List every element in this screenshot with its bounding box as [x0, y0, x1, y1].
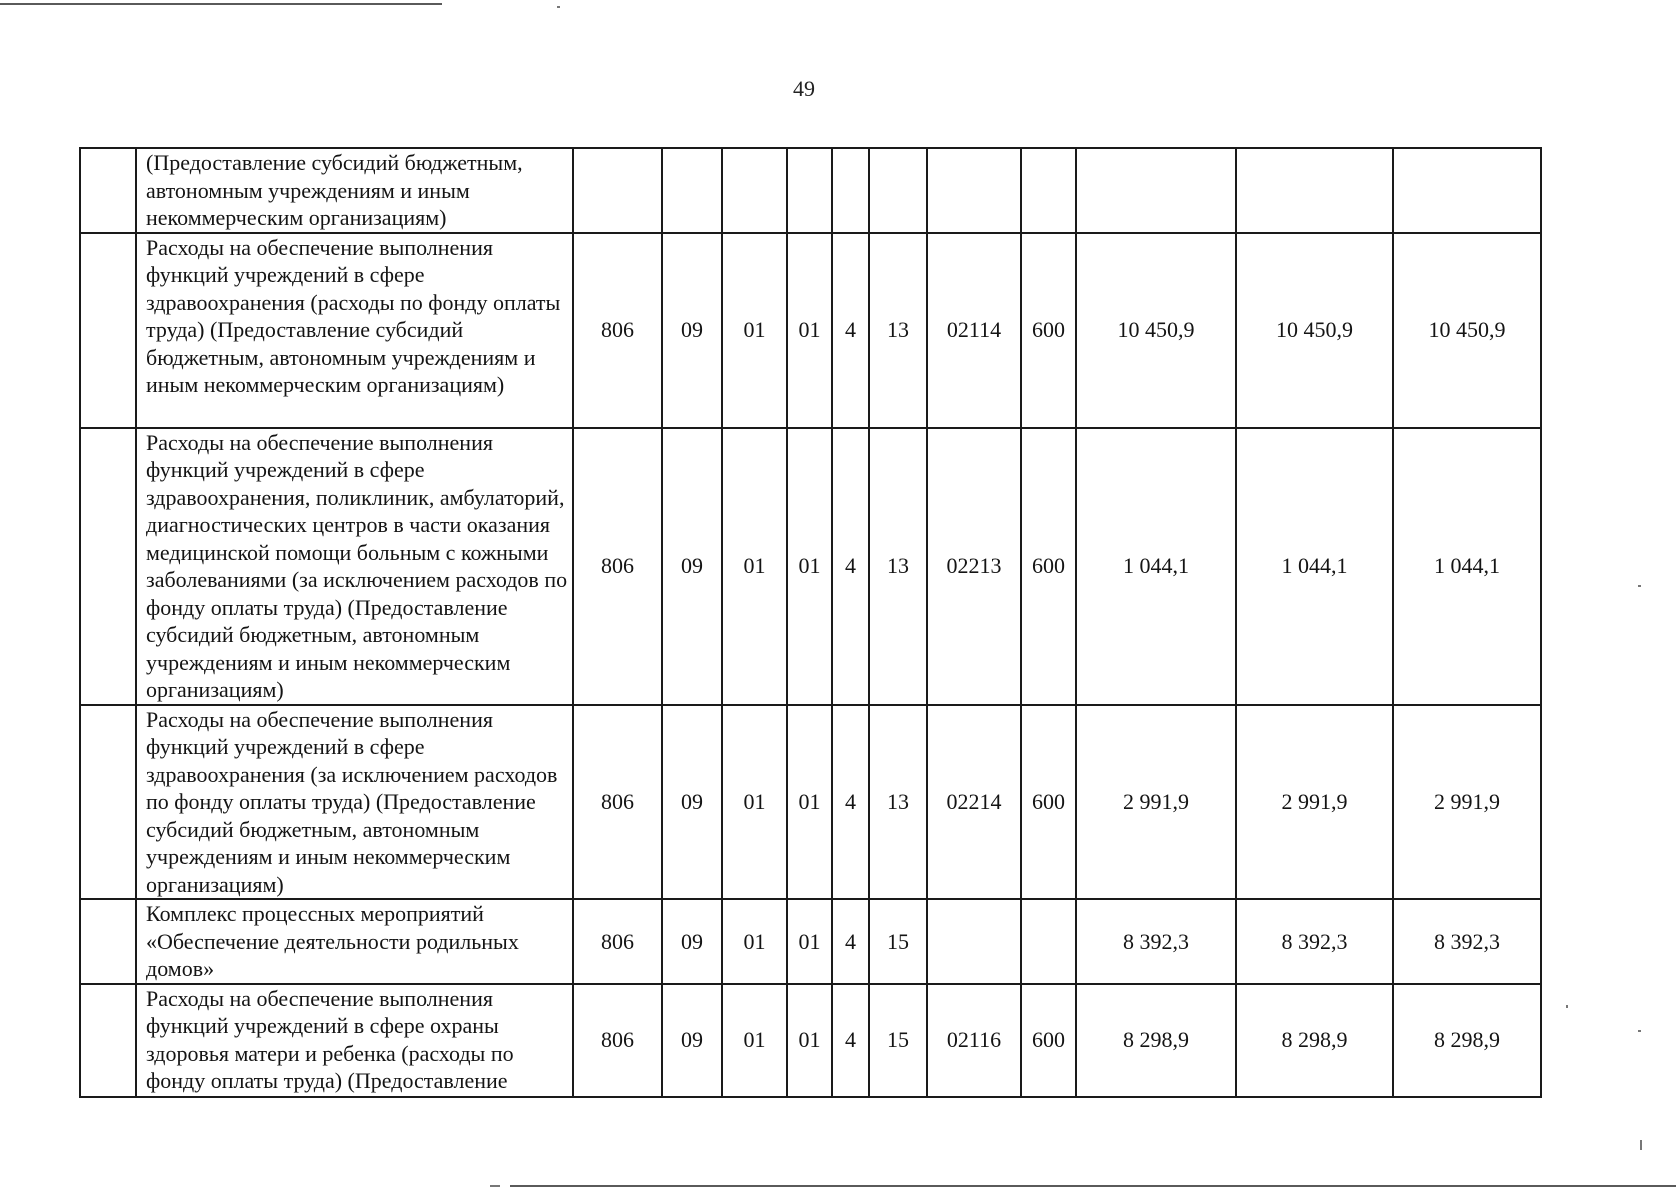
amount-cell: 8 392,3	[1236, 899, 1393, 984]
row-index-cell	[80, 233, 136, 428]
scan-mark	[1566, 1005, 1568, 1008]
structural-element-cell	[869, 148, 927, 233]
admin-code-cell: 806	[573, 899, 662, 984]
direction-code-cell: 02114	[927, 233, 1021, 428]
subsection-code-cell: 01	[722, 233, 787, 428]
expense-type-cell: 600	[1021, 984, 1076, 1097]
amount-cell: 8 298,9	[1076, 984, 1236, 1097]
program-code-cell: 01	[787, 984, 832, 1097]
subsection-code-cell: 01	[722, 428, 787, 705]
structural-element-cell: 15	[869, 899, 927, 984]
program-code-cell: 01	[787, 233, 832, 428]
amount-cell: 8 392,3	[1393, 899, 1541, 984]
program-code-cell	[787, 148, 832, 233]
row-index-cell	[80, 984, 136, 1097]
amount-cell	[1236, 148, 1393, 233]
amount-cell: 10 450,9	[1236, 233, 1393, 428]
scan-mark	[1638, 1030, 1641, 1032]
table-row	[80, 233, 1541, 428]
program-code-cell: 01	[787, 705, 832, 900]
program-type-cell: 4	[832, 899, 869, 984]
amount-cell: 8 392,3	[1076, 899, 1236, 984]
budget-table	[79, 147, 1542, 1098]
amount-cell	[1076, 148, 1236, 233]
description-cell: Расходы на обеспечение выполнения функций учреждений в сфере охраны здоровья матери и ребенка (расходы по фонду оплаты труда) (Предоставление	[136, 984, 573, 1097]
amount-cell: 1 044,1	[1393, 428, 1541, 705]
program-code-cell: 01	[787, 428, 832, 705]
description-cell: Комплекс процессных мероприятий «Обеспечение деятельности родильных домов»	[136, 899, 573, 984]
subsection-code-cell: 01	[722, 899, 787, 984]
structural-element-cell: 13	[869, 705, 927, 900]
section-code-cell: 09	[662, 428, 722, 705]
direction-code-cell: 02213	[927, 428, 1021, 705]
expense-type-cell: 600	[1021, 428, 1076, 705]
section-code-cell	[662, 148, 722, 233]
program-type-cell: 4	[832, 233, 869, 428]
program-type-cell: 4	[832, 984, 869, 1097]
expense-type-cell	[1021, 899, 1076, 984]
scan-mark	[1638, 585, 1641, 587]
scan-mark	[557, 6, 560, 8]
amount-cell: 1 044,1	[1236, 428, 1393, 705]
direction-code-cell: 02214	[927, 705, 1021, 900]
admin-code-cell: 806	[573, 705, 662, 900]
table-row	[80, 428, 1541, 705]
admin-code-cell: 806	[573, 984, 662, 1097]
direction-code-cell	[927, 148, 1021, 233]
program-type-cell: 4	[832, 705, 869, 900]
table-row	[80, 899, 1541, 984]
scan-line-top	[0, 3, 442, 5]
subsection-code-cell: 01	[722, 705, 787, 900]
page-number: 49	[793, 76, 815, 101]
amount-cell: 8 298,9	[1393, 984, 1541, 1097]
amount-cell: 2 991,9	[1393, 705, 1541, 900]
amount-cell: 2 991,9	[1076, 705, 1236, 900]
expense-type-cell: 600	[1021, 233, 1076, 428]
description-cell: Расходы на обеспечение выполнения функций учреждений в сфере здравоохранения, поликлиник, амбулаторий, диагностических центров в части оказания медицинской помощи больным с кожными заболеваниями (за исключением расходов по фонду оплаты труда) (Предоставление субсидий бюджетным, автономным учреждениям и иным некоммерческим организациям)	[136, 428, 573, 705]
expense-type-cell	[1021, 148, 1076, 233]
amount-cell: 2 991,9	[1236, 705, 1393, 900]
section-code-cell: 09	[662, 233, 722, 428]
program-type-cell	[832, 148, 869, 233]
direction-code-cell: 02116	[927, 984, 1021, 1097]
amount-cell: 1 044,1	[1076, 428, 1236, 705]
program-code-cell: 01	[787, 899, 832, 984]
program-type-cell: 4	[832, 428, 869, 705]
section-code-cell: 09	[662, 705, 722, 900]
amount-cell: 10 450,9	[1393, 233, 1541, 428]
admin-code-cell: 806	[573, 233, 662, 428]
scan-mark	[1640, 1140, 1642, 1150]
structural-element-cell: 13	[869, 233, 927, 428]
scan-mark	[490, 1185, 500, 1187]
scan-line-bottom	[510, 1185, 1676, 1187]
table-row	[80, 984, 1541, 1097]
section-code-cell: 09	[662, 984, 722, 1097]
subsection-code-cell	[722, 148, 787, 233]
amount-cell: 10 450,9	[1076, 233, 1236, 428]
description-cell: Расходы на обеспечение выполнения функций учреждений в сфере здравоохранения (за исключением расходов по фонду оплаты труда) (Предоставление субсидий бюджетным, автономным учреждениям и иным некоммерческим организациям)	[136, 705, 573, 900]
amount-cell	[1393, 148, 1541, 233]
direction-code-cell	[927, 899, 1021, 984]
table-row	[80, 705, 1541, 900]
amount-cell: 8 298,9	[1236, 984, 1393, 1097]
structural-element-cell: 13	[869, 428, 927, 705]
expense-type-cell: 600	[1021, 705, 1076, 900]
description-cell: (Предоставление субсидий бюджетным, автономным учреждениям и иным некоммерческим организациям)	[136, 148, 573, 233]
admin-code-cell: 806	[573, 428, 662, 705]
table-row	[80, 148, 1541, 233]
row-index-cell	[80, 148, 136, 233]
description-cell: Расходы на обеспечение выполнения функций учреждений в сфере здравоохранения (расходы по фонду оплаты труда) (Предоставление субсидий бюджетным, автономным учреждениям и иным некоммерческим организациям)	[136, 233, 573, 428]
row-index-cell	[80, 705, 136, 900]
section-code-cell: 09	[662, 899, 722, 984]
admin-code-cell	[573, 148, 662, 233]
structural-element-cell: 15	[869, 984, 927, 1097]
row-index-cell	[80, 899, 136, 984]
subsection-code-cell: 01	[722, 984, 787, 1097]
row-index-cell	[80, 428, 136, 705]
